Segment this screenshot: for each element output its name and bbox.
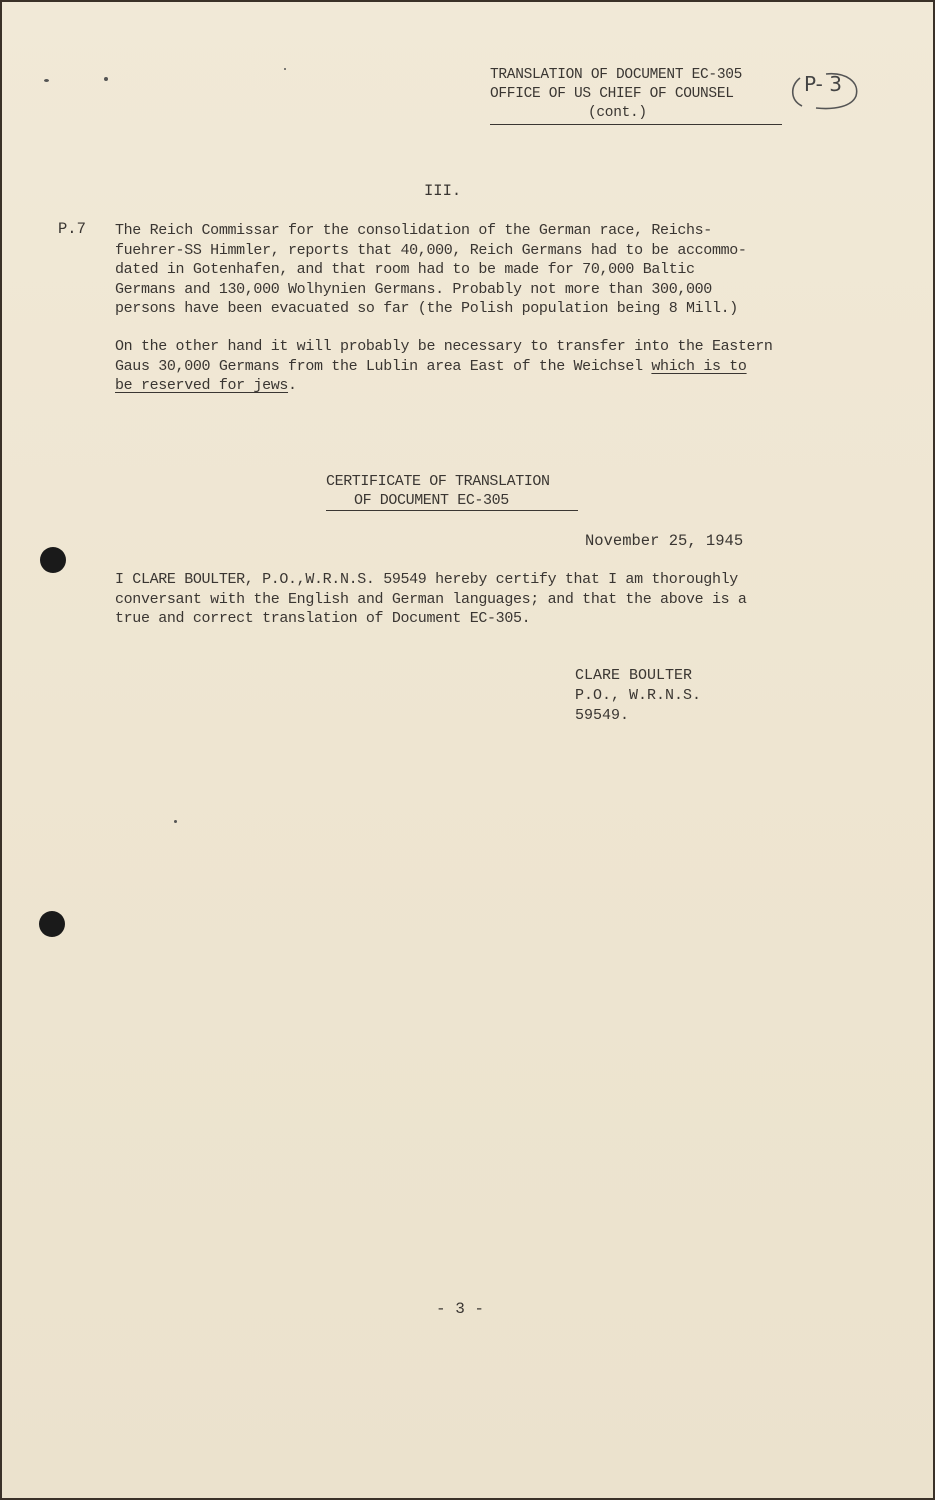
signature-block [575,666,701,726]
paragraph-1 [115,221,855,319]
underlined-phrase: be reserved for jews [115,377,289,394]
signature-number: 59549. [575,707,630,724]
certificate-body-line: conversant with the English and German languages; and that the above is a [115,590,747,608]
paragraph-2-line [115,357,855,377]
signature-rank: P.O., W.R.N.S. [575,687,702,704]
header-cont: (cont.) [490,104,782,125]
certificate-body [115,570,855,629]
certificate-date: November 25, 1945 [585,532,744,550]
translation-header [490,66,782,125]
paper-speck [104,77,108,81]
signature-name: CLARE BOULTER [575,667,693,684]
paper-speck [174,820,177,823]
header-office: OFFICE OF US CHIEF OF COUNSEL [490,86,734,102]
paragraph-2-text: Gaus 30,000 Germans from the Lublin area East of the Weichsel [115,357,652,375]
paragraph-1-line: dated in Gotenhafen, and that room had to be made for 70,000 Baltic [115,261,695,278]
certificate-title-line: OF DOCUMENT EC-305 [326,491,578,511]
punch-hole [39,911,65,937]
paragraph-label: P.7 [58,220,86,238]
paragraph-1-line: fuehrer-SS Himmler, reports that 40,000, Reich Germans had to be accommo- [115,241,747,259]
page-mark-label: P- 3 [804,72,842,96]
paper-speck [284,68,286,70]
paragraph-1-line: Germans and 130,000 Wolhynien Germans. Probably not more than 300,000 [115,280,712,298]
certificate-title [326,472,578,511]
paragraph-1-line: The Reich Commissar for the consolidation of the German race, Reichs- [115,222,712,239]
paragraph-2-line: On the other hand it will probably be necessary to transfer into the Eastern [115,338,773,355]
certificate-title-line: CERTIFICATE OF TRANSLATION [326,473,550,490]
certificate-body-line: true and correct translation of Document EC-305. [115,610,531,627]
punch-hole [40,547,66,573]
paragraph-2 [115,337,855,396]
page-number: - 3 - [436,1300,485,1318]
certificate-body-line: I CLARE BOULTER, P.O.,W.R.N.S. 59549 hereby certify that I am thoroughly [115,571,738,588]
section-number: III. [424,182,462,200]
paragraph-2-line [115,376,855,396]
paragraph-1-line: persons have been evacuated so far (the Polish population being 8 Mill.) [115,300,738,317]
underlined-phrase: which is to [651,357,747,375]
paper-speck [44,79,49,82]
header-title: TRANSLATION OF DOCUMENT EC-305 [490,67,743,83]
paragraph-2-text: . [288,377,297,394]
